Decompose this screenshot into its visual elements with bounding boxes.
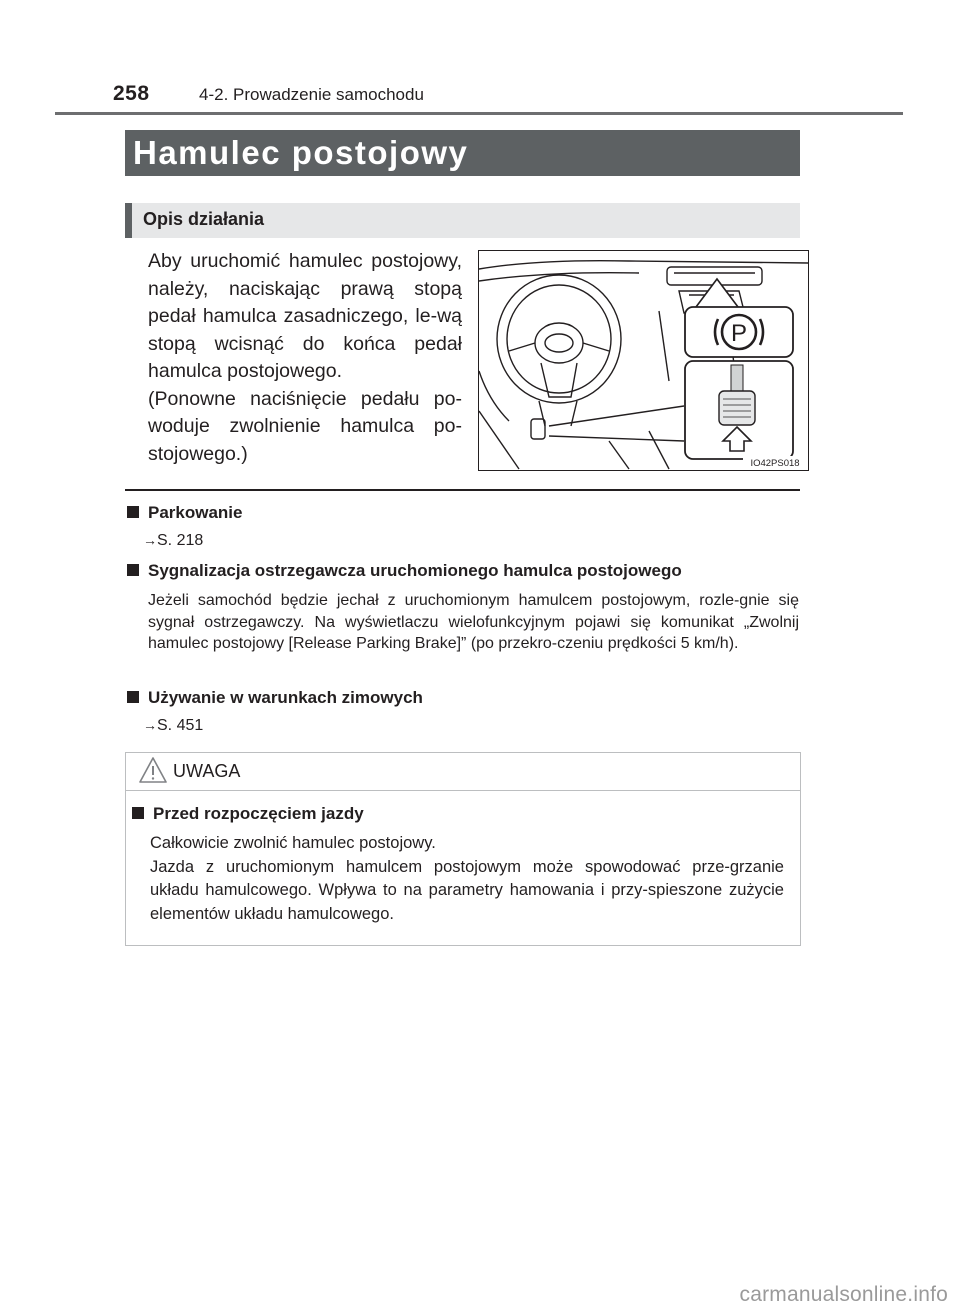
arrow-icon: → (143, 532, 157, 548)
section-body: Jeżeli samochód będzie jechał z uruchomionym hamulcem postojowym, rozle-gnie się sygnał ostrzegawczy. Na wyświetlaczu wielofunkcyjnym pojawi się komunikat „Zwolnij hamulec postojowy [Release Parking Brake]” (po przekro-czeniu prędkości 5 km/h). (148, 592, 799, 652)
section-title: Sygnalizacja ostrzegawcza uruchomionego hamulca postojowego (148, 561, 682, 580)
page-reference[interactable] (135, 717, 203, 735)
page-reference[interactable] (135, 532, 203, 550)
intro-text (148, 248, 462, 468)
figure-code: IO42PS018 (750, 458, 800, 469)
section-title: Używanie w warunkach zimowych (148, 688, 423, 707)
bullet-square-icon (132, 807, 144, 819)
header-rule (55, 112, 903, 115)
intro-paragraph-2: (Ponowne naciśnięcie pedału po-woduje zwolnienie hamulca po-stojowego.) (148, 387, 462, 465)
warning-line-2: Jazda z uruchomionym hamulcem postojowym może spowodować prze-grzanie układu hamulcowego. Wpływa to na parametry hamowania i przy-spieszone zużycie elementów układu hamulcowego. (150, 857, 784, 923)
bullet-square-icon (127, 564, 139, 576)
warning-label: UWAGA (173, 761, 241, 781)
arrow-icon: → (143, 717, 157, 733)
page-title: Hamulec postojowy (133, 134, 469, 171)
bullet-square-icon (127, 691, 139, 703)
warning-body (150, 832, 784, 926)
parking-brake-indicator-icon (685, 307, 793, 357)
section-label: 4-2. Prowadzenie samochodu (199, 85, 424, 104)
dashboard-illustration (478, 250, 809, 471)
section-divider (125, 489, 800, 491)
parking-brake-pedal-icon (685, 361, 793, 459)
section-title: Parkowanie (148, 503, 243, 522)
page-number: 258 (113, 82, 150, 105)
section-sygnalizacja (127, 561, 682, 581)
reference-text: S. 451 (157, 717, 204, 734)
warning-line-1: Całkowicie zwolnić hamulec postojowy. (150, 834, 436, 852)
subheading: Opis działania (143, 209, 265, 229)
warning-title-text: Przed rozpoczęciem jazdy (153, 804, 364, 823)
indicator-letter: P (730, 320, 748, 347)
subheading-accent (125, 203, 132, 238)
warning-triangle-icon (138, 756, 168, 784)
bullet-square-icon (127, 506, 139, 518)
section-zima (127, 688, 423, 708)
section-parkowanie (127, 503, 243, 523)
warning-header-rule (125, 790, 801, 791)
reference-text: S. 218 (157, 532, 204, 549)
watermark: carmanualsonline.info (739, 1283, 948, 1306)
warning-title (132, 804, 364, 824)
intro-paragraph-1: Aby uruchomić hamulec postojowy, należy, naciskając prawą stopą pedał hamulca zasadniczego, le-wą stopą wcisnąć do końca pedał hamulca postojowego. (148, 250, 462, 382)
